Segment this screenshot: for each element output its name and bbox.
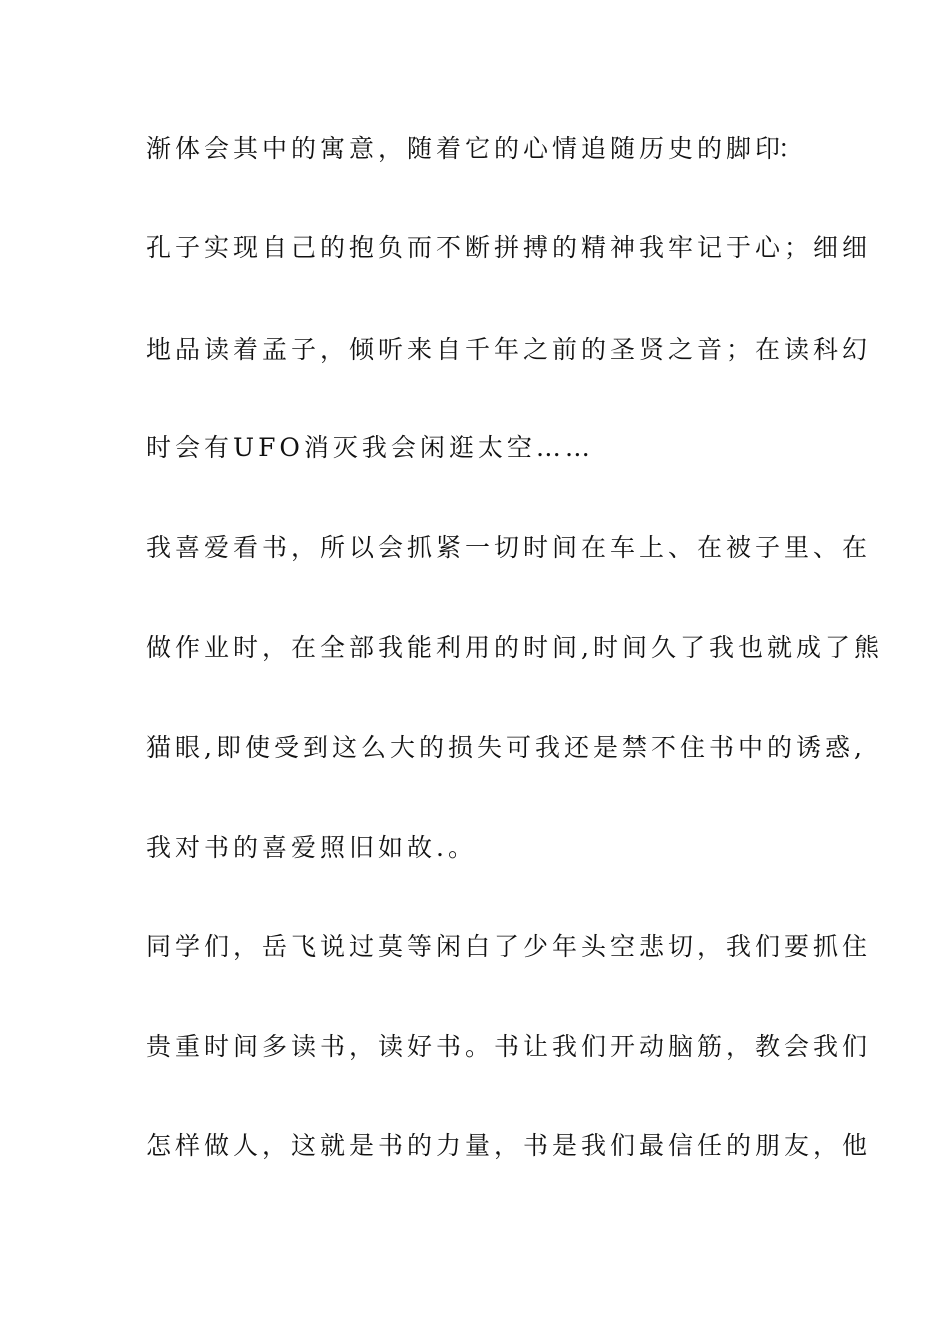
text-line: 渐体会其中的寓意，随着它的心情追随历史的脚印 (146, 134, 785, 163)
text-line: 时会有UFO消灭我会闲逛太空…… (146, 433, 594, 462)
text-line: 我对书的喜爱照旧如故.。 (146, 833, 477, 862)
text-line: 地品读着孟子，倾听来自千年之前的圣贤之音；在读科幻 (146, 335, 872, 364)
text-line: 怎样做人，这就是书的力量，书是我们最信任的朋友，他 (146, 1131, 872, 1160)
text-line: 孔子实现自己的抱负而不断拼搏的精神我牢记于心；细细 (146, 233, 872, 262)
text-line: 贵重时间多读书，读好书。书让我们开动脑筋，教会我们 (146, 1032, 872, 1061)
text-line: 同学们，岳飞说过莫等闲白了少年头空悲切，我们要抓住 (146, 932, 872, 961)
text-colon: ： (778, 134, 804, 163)
text-line: 做作业时，在全部我能利用的时间,时间久了我也就成了熊 (146, 633, 883, 662)
text-line: 猫眼,即使受到这么大的损失可我还是禁不住书中的诱惑, (146, 733, 866, 762)
text-line: 我喜爱看书，所以会抓紧一切时间在车上、在被子里、在 (146, 533, 872, 562)
